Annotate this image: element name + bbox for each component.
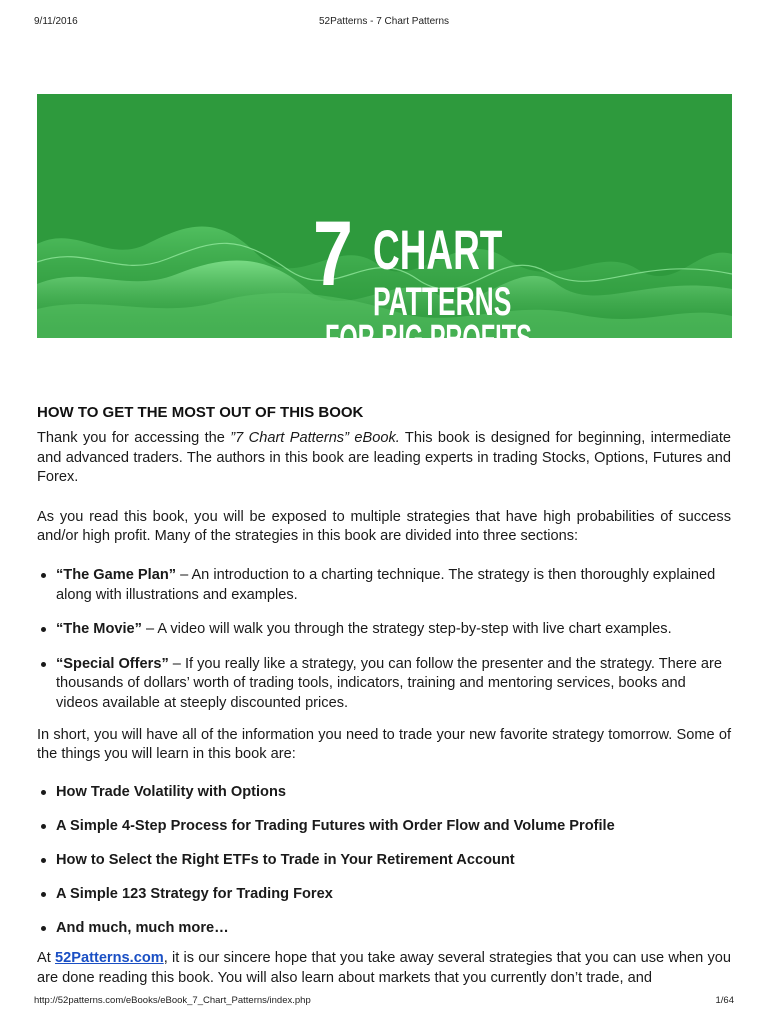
list-item (56, 620, 731, 640)
banner-line-market: IN ANY MARKET (325, 350, 508, 392)
print-header (0, 16, 768, 30)
feature-label: “Special Offers” (56, 655, 169, 672)
banner-number: 7 (313, 203, 350, 305)
list-item (56, 655, 731, 714)
print-date: 9/11/2016 (34, 16, 78, 27)
summary-paragraph: In short, you will have all of the information you need to trade your new favorite strategy tomorrow. Some of the things you will learn in this book are: (37, 726, 731, 763)
intro-text-start: Thank you for accessing the (37, 430, 231, 446)
feature-text: – An introduction to a charting technique. The strategy is then thoroughly explained along with illustrations and examples. (56, 566, 716, 603)
list-item: A Simple 123 Strategy for Trading Forex (56, 885, 731, 905)
ebook-title: ”7 Chart Patterns” eBook. (230, 430, 400, 446)
list-item: How to Select the Right ETFs to Trade in Your Retirement Account (56, 851, 731, 871)
print-title: 52Patterns - 7 Chart Patterns (318, 16, 450, 27)
list-item: And much, much more… (56, 919, 731, 939)
page-number: 1/64 (715, 995, 734, 1006)
feature-text: – If you really like a strategy, you can follow the presenter and the strategy. There are thousands of dollars’ worth of trading tools, indicators, training and mentoring services, books and videos available at steeply discounted prices. (56, 655, 722, 711)
closing-text-start: At (37, 950, 56, 967)
learn-list (37, 783, 731, 939)
list-item: A Simple 4-Step Process for Trading Futures with Order Flow and Volume Profile (56, 817, 731, 837)
banner-line-patterns: PATTERNS (373, 280, 512, 324)
list-item: How Trade Volatility with Options (56, 783, 731, 803)
banner-line-chart: CHART (373, 218, 503, 281)
banner-line-profits: FOR BIG PROFITS (325, 318, 532, 360)
book-cover-banner (37, 94, 732, 392)
print-footer (0, 995, 768, 1009)
strategies-paragraph: As you read this book, you will be exposed to multiple strategies that have high probabilities of success and/or high profit. Many of the strategies in this book are divided into three sections: (37, 508, 731, 545)
feature-label: “The Movie” (56, 621, 142, 638)
feature-text: – A video will walk you through the strategy step-by-step with live chart examples. (141, 621, 672, 638)
intro-paragraph (37, 429, 731, 488)
feature-list (37, 566, 731, 714)
intro-text-end: This book is designed for beginning, intermediate and advanced traders. The authors in this book are leading experts in trading Stocks, Options, Futures and Forex. (37, 430, 731, 486)
section-heading: HOW TO GET THE MOST OUT OF THIS BOOK (37, 404, 364, 421)
site-link[interactable]: 52Patterns.com (55, 950, 164, 967)
closing-paragraph (37, 949, 731, 988)
closing-text-end: , it is our sincere hope that you take away several strategies that you can use when you are done reading this book. You will also learn about markets that you currently don’t trade, and (37, 950, 731, 986)
print-url: http://52patterns.com/eBooks/eBook_7_Chart_Patterns/index.php (34, 995, 311, 1006)
list-item (56, 566, 731, 605)
book-content (37, 403, 731, 988)
feature-label: “The Game Plan” (56, 566, 177, 583)
